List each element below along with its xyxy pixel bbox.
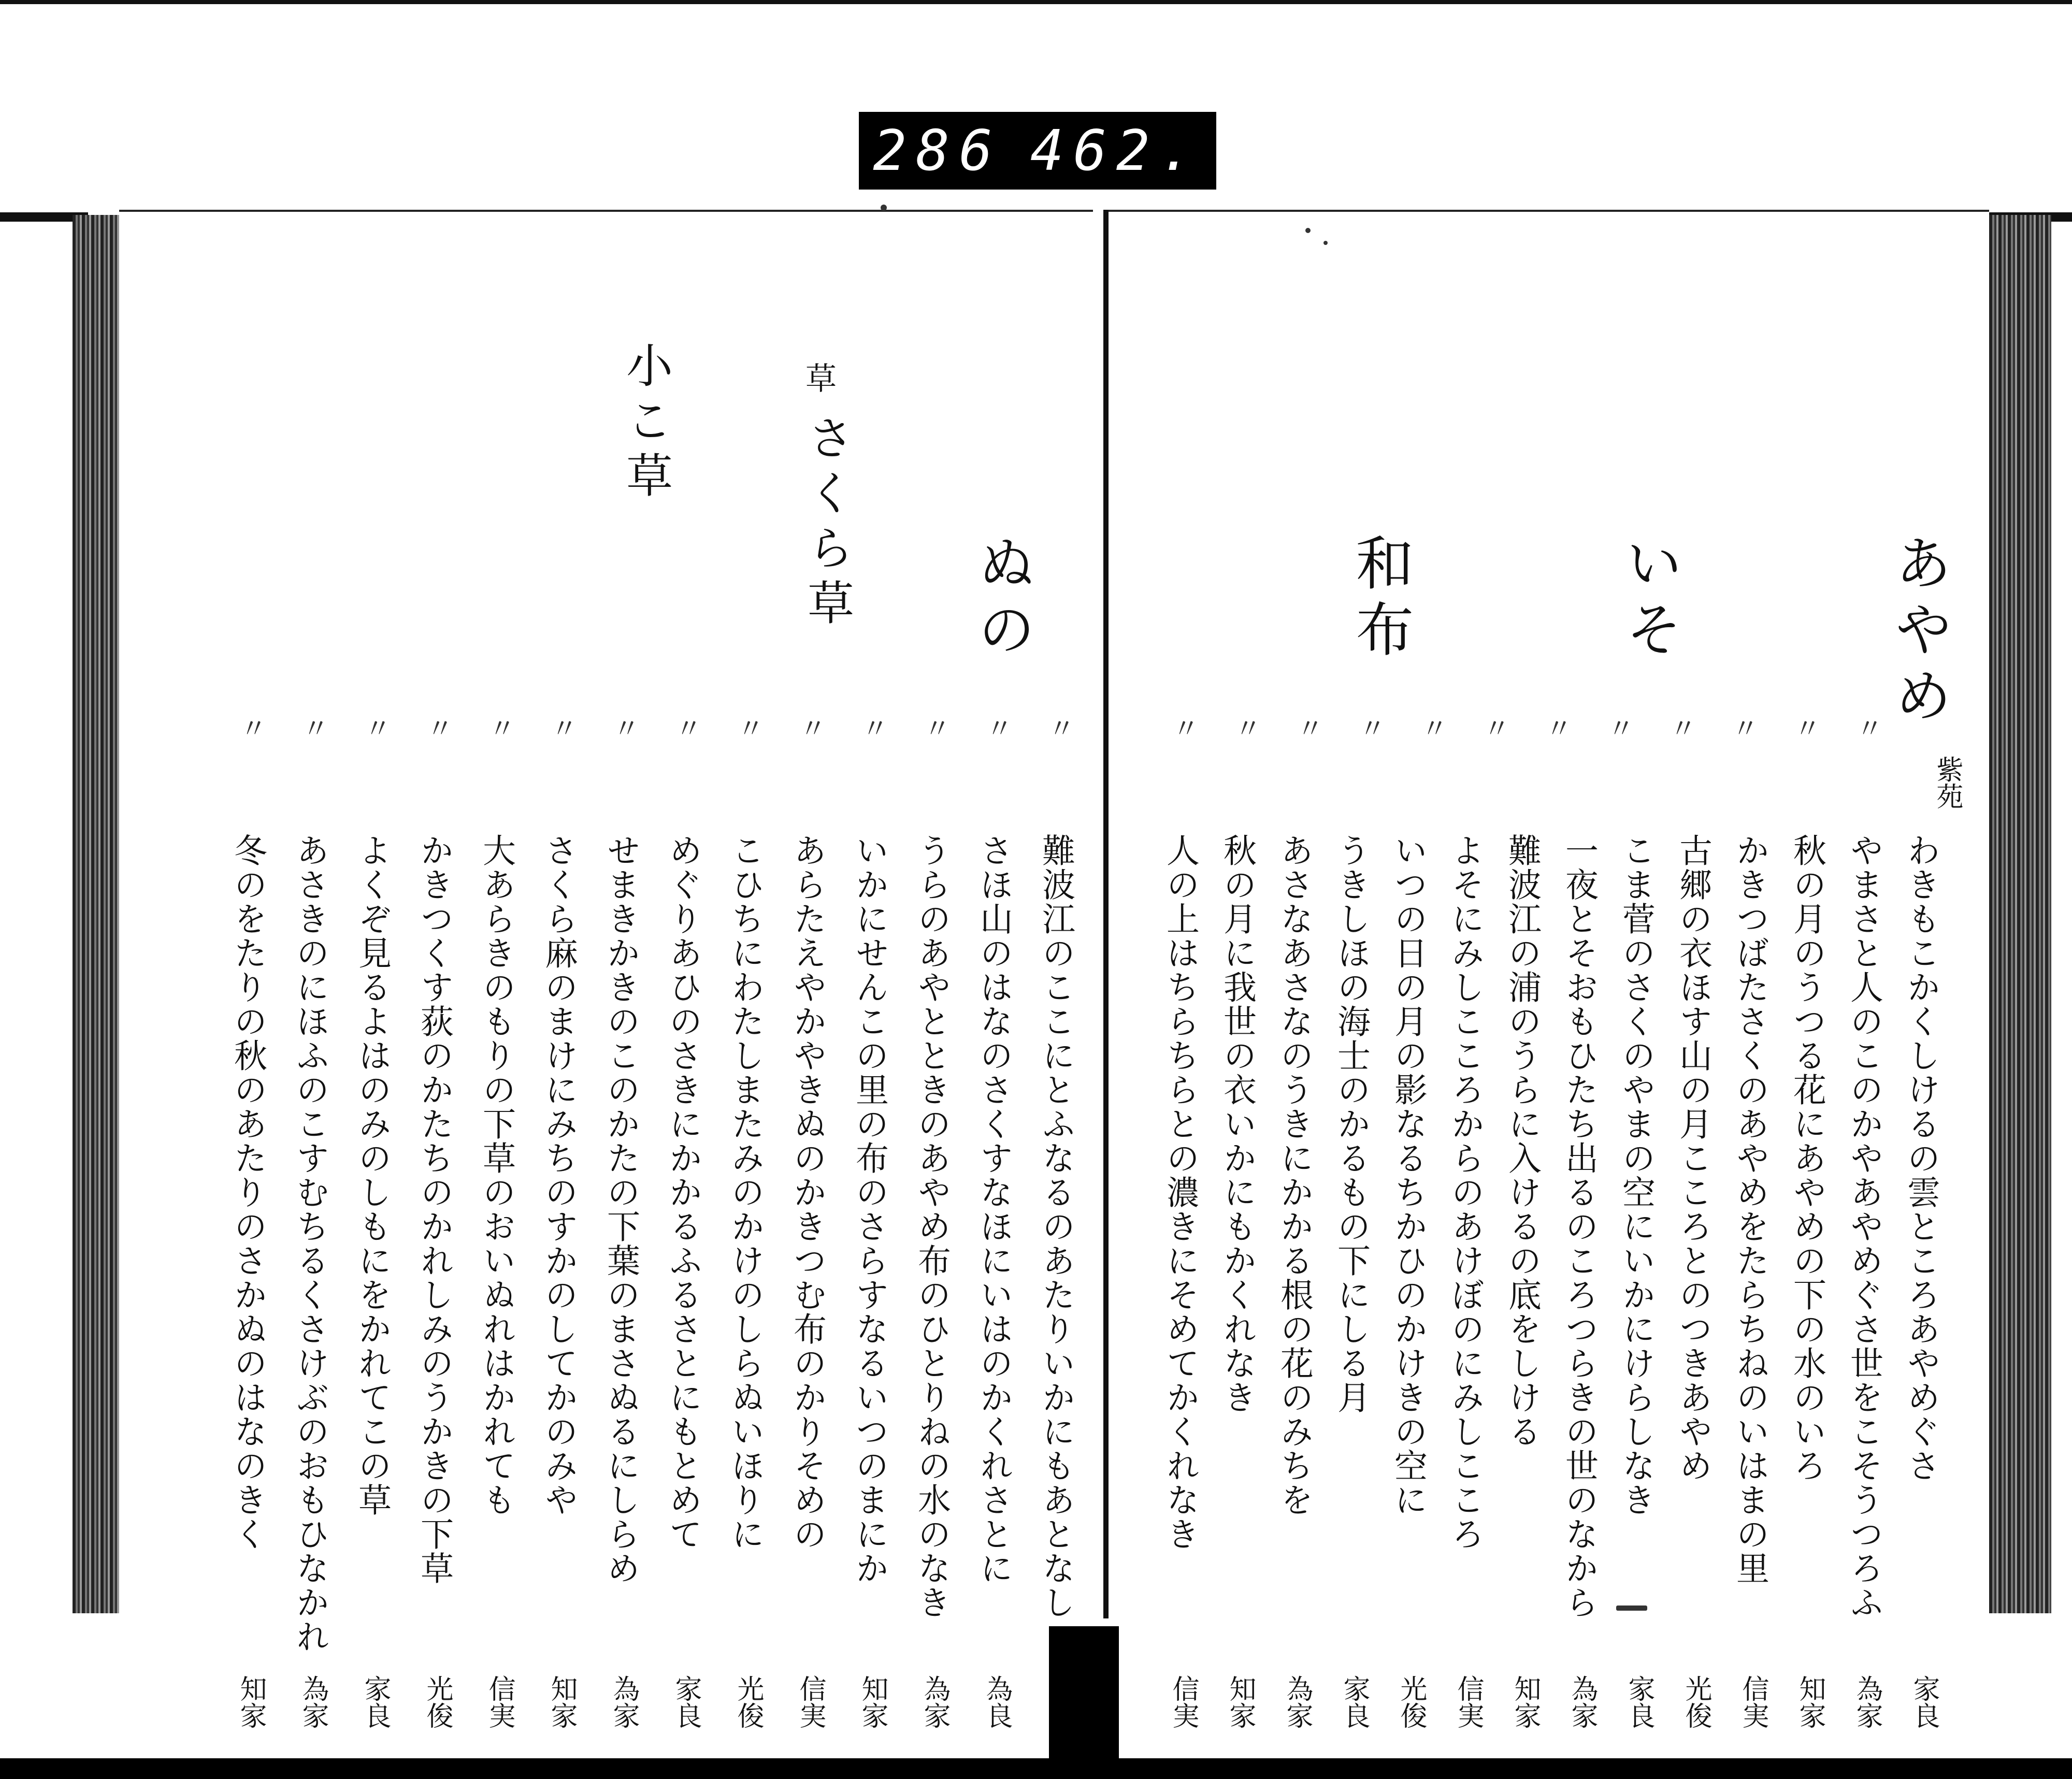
page-stack-left [73,215,119,1613]
bottom-border [0,1758,2072,1779]
scan-speck [1323,241,1328,245]
poem-line: よくぞ見るよはのみのしもにをかれてこの草 [353,833,391,1517]
ditto-mark: 〃 [670,714,701,741]
ditto-mark: 〃 [546,714,577,741]
poem-line: こま菅のさくのやまの空にいかにけらしなき [1617,833,1655,1517]
ditto-mark: 〃 [359,714,391,741]
poem-line: 秋の月のうつる花にあやめの下の水のいろ [1788,833,1826,1483]
poem-line: うらのあやとときのあやめ布のひとりねの水のなき [912,833,951,1619]
poem-line: うきしほの海士のかるもの下にしる月 [1332,833,1370,1414]
open-book [73,210,2005,1729]
poet-name: 信実 [1452,1675,1484,1729]
ditto-mark: 〃 [1665,714,1696,741]
poem-line: やまさと人のこのかやあやめぐさ世をこそうつろふ [1845,833,1883,1619]
poem-line: 大あらきのもりの下草のおいぬれはかれても [477,833,515,1517]
poem-line: あさきのにほふのこすむちるくさけぶのおもひなかれ [291,833,329,1654]
left-page [119,210,1093,1729]
poet-name: 知家 [1509,1675,1541,1729]
left-heading-2: さくら草 [799,414,854,633]
ditto-mark: 〃 [732,714,764,741]
ditto-mark: 〃 [1043,714,1074,741]
poet-name: 信実 [1737,1675,1768,1729]
scan-speck [881,205,887,211]
poet-name: 信実 [1168,1675,1199,1729]
poem-line: 冬のをたりの秋のあたりのさかぬのはなのきく [228,833,267,1551]
ditto-mark: 〃 [1292,714,1323,741]
poet-name: 為家 [919,1675,950,1729]
poem-line: さくら麻のまけにみちのすかのしてかのみや [539,833,578,1517]
ditto-mark: 〃 [1168,714,1199,741]
ditto-mark: 〃 [857,714,888,741]
ditto-mark: 〃 [981,714,1012,741]
ditto-mark: 〃 [297,714,328,741]
call-number-right: 462. [1030,118,1202,183]
poem-line: あらたえやかやきぬのかきつむ布のかりそめの [788,833,826,1551]
poet-name: 光俊 [1680,1675,1711,1729]
poem-line: 秋の月に我世の衣いかにもかくれなき [1218,833,1256,1414]
poet-name: 為家 [1566,1675,1598,1729]
poet-name: 知家 [1794,1675,1825,1729]
poet-name: 為家 [1851,1675,1882,1729]
intro-note: 紫苑 [1932,756,1963,809]
scan-speck [1305,228,1311,233]
poet-name: 家良 [670,1675,701,1729]
poet-name: 信実 [795,1675,826,1729]
left-heading-3: 小こ草 [618,341,672,506]
poem-line: わきもこかくしけるの雲ところあやめぐさ [1902,833,1940,1483]
poet-name: 知家 [546,1675,577,1729]
scan-speck [1616,1606,1647,1611]
ditto-mark: 〃 [422,714,453,741]
ditto-mark: 〃 [608,714,639,741]
poem-line: いかにせんこの里の布のさらすなるいつのまにか [850,833,888,1585]
poet-name: 為良 [981,1675,1012,1729]
ditto-mark: 〃 [484,714,515,741]
page-stack-right [1989,215,2051,1613]
poet-name: 家良 [1908,1675,1939,1729]
right-heading-1: あやめ [1885,533,1952,732]
poem-line: こひちにわたしまたみのかけのしらぬいほりに [726,833,764,1551]
poem-line: せまきかきのこのかたの下葉のまさぬるにしらめ [601,833,640,1585]
poem-line: かきつばたさくのあやめをたらちねのいはまの里 [1731,833,1769,1585]
call-number-left: 286 [873,118,1002,183]
poem-line: よそにみしこころからのあけぼのにみしこころ [1446,833,1484,1551]
right-heading-3: 和布 [1346,533,1414,666]
poet-name: 知家 [235,1675,266,1729]
poem-line: 古郷の衣ほす山の月こころとのつきあやめ [1674,833,1712,1483]
ditto-mark: 〃 [1541,714,1572,741]
ditto-mark: 〃 [1354,714,1385,741]
poet-name: 知家 [857,1675,888,1729]
poet-name: 家良 [359,1675,391,1729]
poet-name: 光俊 [422,1675,453,1729]
poem-line: あさなあさなのうきにかかる根の花のみちを [1275,833,1313,1517]
poem-line: 難波江のここにとふなるのあたりいかにもあとなし [1037,833,1075,1619]
poet-name: 知家 [1225,1675,1256,1729]
poet-name: 為家 [608,1675,639,1729]
right-heading-2: いそ [1616,533,1683,666]
ditto-mark: 〃 [1603,714,1634,741]
ditto-mark: 〃 [1416,714,1447,741]
poet-name: 為家 [1282,1675,1313,1729]
right-page [1109,210,1989,1729]
poet-name: 為家 [297,1675,328,1729]
poem-line: 一夜とそおもひたち出るのころつらきの世のなから [1560,833,1598,1619]
poem-line: いつの日の月の影なるちかひのかけきの空に [1389,833,1427,1517]
left-heading-1: ぬの [968,533,1035,666]
poem-line: さほ山のはなのさくすなほにいはのかくれさとに [974,833,1013,1585]
poet-name: 家良 [1339,1675,1370,1729]
poem-line: 難波江の浦のうらに入けるの底をしける [1503,833,1541,1449]
spine-shadow [1049,1626,1119,1763]
poet-name: 信実 [484,1675,515,1729]
ditto-mark: 〃 [919,714,950,741]
poet-name: 光俊 [732,1675,764,1729]
ditto-mark: 〃 [1478,714,1509,741]
ditto-mark: 〃 [1789,714,1820,741]
ditto-mark: 〃 [1727,714,1758,741]
ditto-mark: 〃 [795,714,826,741]
ditto-mark: 〃 [1230,714,1261,741]
left-heading-annotation: 草 [800,362,837,393]
call-number-label [859,112,1216,190]
poem-line: 人の上はちらちらとの濃きにそめてかくれなき [1161,833,1199,1551]
poem-line: かきつくす荻のかたちのかれしみのうかきの下草 [415,833,453,1585]
poem-line: めぐりあひのさきにかかるふるさとにもとめて [664,833,702,1551]
ditto-mark: 〃 [1851,714,1882,741]
ditto-mark: 〃 [235,714,266,741]
top-border [0,0,2072,4]
poet-name: 光俊 [1395,1675,1427,1729]
poet-name: 家良 [1623,1675,1654,1729]
